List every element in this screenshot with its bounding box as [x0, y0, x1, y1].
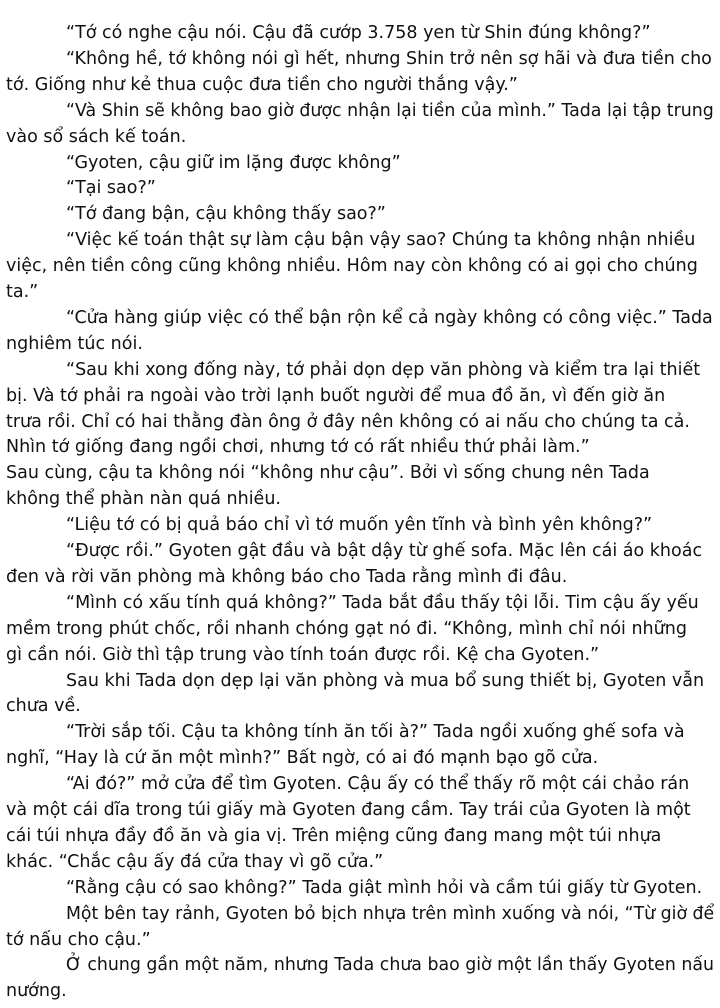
text-line: “Gyoten, cậu giữ im lặng được không”	[66, 152, 401, 173]
text-line: “Tớ đang bận, cậu không thấy sao?”	[66, 204, 386, 225]
text-line: chưa về.	[6, 696, 81, 717]
text-line: không thể phàn nàn quá nhiều.	[6, 489, 281, 510]
text-line: “Mình có xấu tính quá không?” Tada bắt đầu thấy tội lỗi. Tim cậu ấy yếu	[66, 592, 699, 613]
text-line: “Tại sao?”	[66, 178, 156, 199]
text-line: nướng.	[6, 981, 67, 1002]
text-line: “Được rồi.” Gyoten gật đầu và bật dậy từ ghế sofa. Mặc lên cái áo khoác	[66, 541, 703, 561]
text-line: Sau cùng, cậu ta không nói “không như cậu”. Bởi vì sống chung nên Tada	[6, 463, 650, 484]
text-line: bị. Và tớ phải ra ngoài vào trời lạnh buốt người để mua đồ ăn, vì đến giờ ăn	[6, 385, 666, 406]
text-line: “Trời sắp tối. Cậu ta không tính ăn tối à?” Tada ngồi xuống ghế sofa và	[66, 722, 685, 743]
text-line: nghĩ, “Hay là cứ ăn một mình?” Bất ngờ, có ai đó mạnh bạo gõ cửa.	[6, 748, 599, 769]
text-line: đen và rời văn phòng mà không báo cho Tada rằng mình đi đâu.	[6, 566, 568, 587]
text-line: “Tớ có nghe cậu nói. Cậu đã cướp 3.758 yen từ Shin đúng không?”	[66, 23, 651, 43]
text-line: tớ nấu cho cậu.”	[6, 929, 151, 950]
text-line: Nhìn tớ giống đang ngồi chơi, nhưng tớ có rất nhiều thứ phải làm.”	[6, 437, 590, 458]
text-line: tớ. Giống như kẻ thua cuộc đưa tiền cho người thắng vậy.”	[6, 74, 518, 95]
text-line: “Cửa hàng giúp việc có thể bận rộn kể cả ngày không có công việc.” Tada	[66, 307, 713, 328]
text-line: nghiêm túc nói.	[6, 333, 143, 354]
text-line: khác. “Chắc cậu ấy đá cửa thay vì gõ cửa.”	[6, 851, 384, 872]
text-line: “Không hề, tớ không nói gì hết, nhưng Shin trở nên sợ hãi và đưa tiền cho	[66, 48, 712, 69]
text-line: “Sau khi xong đống này, tớ phải dọn dẹp văn phòng và kiểm tra lại thiết	[66, 359, 701, 380]
text-line: trưa rồi. Chỉ có hai thằng đàn ông ở đây nên không có ai nấu cho chúng ta cả.	[6, 411, 690, 432]
text-line: việc, nên tiền công cũng không nhiều. Hôm nay còn không có ai gọi cho chúng	[6, 256, 698, 277]
text-line: Ở chung gần một năm, nhưng Tada chưa bao giờ một lần thấy Gyoten nấu	[66, 955, 714, 976]
text-line: vào sổ sách kế toán.	[6, 126, 187, 147]
text-line: mềm trong phút chốc, rồi nhanh chóng gạt nó đi. “Không, mình chỉ nói những	[6, 618, 687, 639]
text-line: ta.”	[6, 282, 39, 302]
text-line: và một cái dĩa trong túi giấy mà Gyoten đang cầm. Tay trái của Gyoten là một	[6, 800, 691, 820]
text-line: “Việc kế toán thật sự làm cậu bận vậy sao? Chúng ta không nhận nhiều	[66, 230, 696, 251]
text-line: cái túi nhựa đầy đồ ăn và gia vị. Trên miệng cũng đang mang một túi nhựa	[6, 825, 662, 846]
text-line: gì cần nói. Giờ thì tập trung vào tính toán được rồi. Kệ cha Gyoten.”	[6, 644, 600, 665]
text-line: “Ai đó?” mở cửa để tìm Gyoten. Cậu ấy có thể thấy rõ một cái chảo rán	[66, 774, 690, 795]
text-line: Một bên tay rảnh, Gyoten bỏ bịch nhựa trên mình xuống và nói, “Từ giờ để	[66, 903, 715, 924]
text-line: Sau khi Tada dọn dẹp lại văn phòng và mua bổ sung thiết bị, Gyoten vẫn	[66, 670, 705, 691]
text-line: “Và Shin sẽ không bao giờ được nhận lại tiền của mình.” Tada lại tập trung	[66, 100, 714, 121]
text-line: “Rằng cậu có sao không?” Tada giật mình hỏi và cầm túi giấy từ Gyoten.	[66, 877, 703, 898]
text-line: “Liệu tớ có bị quả báo chỉ vì tớ muốn yên tĩnh và bình yên không?”	[66, 515, 653, 536]
